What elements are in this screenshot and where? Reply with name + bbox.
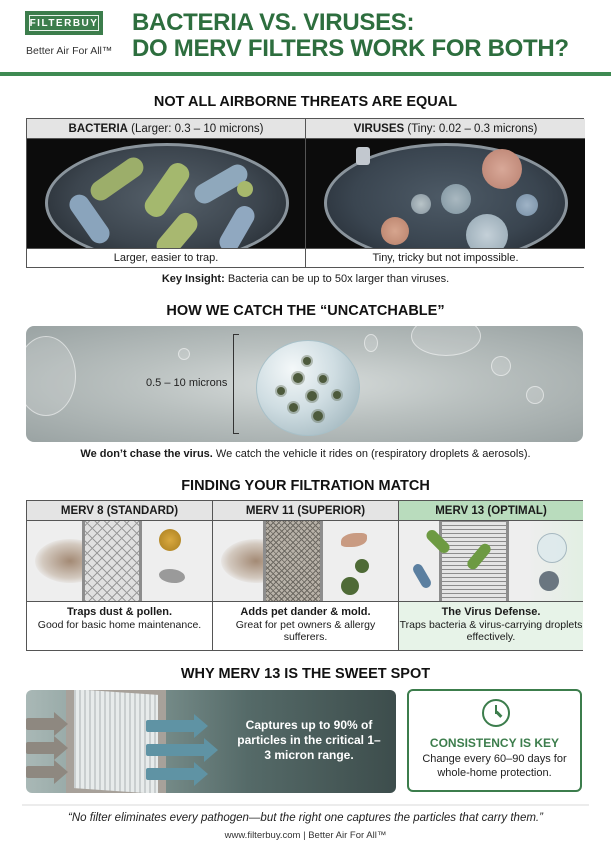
virus-icon: [319, 375, 327, 383]
clean-airflow-arrow-icon: [146, 744, 206, 756]
bacteria-virus-comparison: [26, 118, 584, 268]
virus-image: [306, 139, 585, 248]
bacteria-image: [27, 139, 305, 248]
droplet-icon: [178, 348, 190, 360]
virus-column: [306, 119, 585, 267]
droplet-illustration: [26, 326, 583, 442]
consistency-card: [407, 689, 582, 792]
droplet-icon: [537, 533, 567, 563]
virus-icon: [303, 357, 311, 365]
bacteria-label: BACTERIA: [68, 123, 128, 135]
virus-icon: [482, 149, 522, 189]
merv-8-column: [27, 501, 213, 650]
virus-header: [306, 119, 585, 139]
bacteria-size-range: (Larger: 0.3 – 10 microns): [127, 123, 264, 135]
virus-icon: [313, 411, 323, 421]
filter-mesh-icon: [263, 521, 323, 601]
droplet-icon: [526, 386, 544, 404]
virus-caption: Tiny, tricky but not impossible.: [306, 248, 585, 267]
mold-spore-icon: [341, 577, 359, 595]
virus-icon: [307, 391, 317, 401]
header: [0, 0, 611, 78]
section-title-filtration: FINDING YOUR FILTRATION MATCH: [181, 478, 430, 494]
consistency-title: CONSISTENCY IS KEY: [429, 736, 560, 750]
merv-11-header: MERV 11 (SUPERIOR): [213, 501, 398, 521]
bacteria-column: [27, 119, 306, 267]
merv-13-body: Traps bacteria & virus-carrying droplets effectively.: [399, 618, 583, 643]
merv-13-column: [399, 501, 583, 650]
airflow-arrow-icon: [26, 766, 56, 778]
size-bracket: [233, 334, 239, 434]
merv-11-image: [213, 521, 398, 601]
virus-icon: [466, 214, 508, 248]
merv-8-header: MERV 8 (STANDARD): [27, 501, 212, 521]
virus-icon: [441, 184, 471, 214]
coccus-icon: [237, 181, 253, 197]
clock-icon: [482, 699, 510, 727]
merv-13-title: The Virus Defense.: [441, 606, 541, 618]
page-title: [132, 10, 569, 62]
vehicle-statement-text: We catch the vehicle it rides on (respiratory droplets & aerosols).: [212, 448, 531, 460]
merv-13-description: [399, 601, 583, 650]
merv-11-column: [213, 501, 399, 650]
virus-icon: [277, 387, 285, 395]
key-insight: [0, 273, 611, 285]
pet-dander-icon: [341, 533, 367, 547]
droplet-icon: [411, 326, 481, 356]
section-title-sweet-spot: WHY MERV 13 IS THE SWEET SPOT: [180, 666, 431, 682]
respiratory-droplet-icon: [256, 340, 360, 436]
clean-airflow-arrow-icon: [146, 720, 196, 732]
virus-icon: [411, 194, 431, 214]
merv-8-body: Good for basic home maintenance.: [37, 618, 202, 631]
filter-mesh-icon: [82, 521, 142, 601]
merv-11-title: Adds pet dander & mold.: [240, 606, 371, 618]
merv-11-description: [213, 601, 398, 650]
virus-icon: [516, 194, 538, 216]
merv-13-airflow-illustration: [26, 690, 396, 793]
bacteriophage-icon: [356, 147, 370, 165]
header-divider: [0, 72, 611, 76]
capture-rate-text: Captures up to 90% of particles in the critical 1–3 micron range.: [237, 718, 381, 762]
virus-icon: [293, 373, 303, 383]
merv-13-image: [399, 521, 583, 601]
title-line-2: DO MERV FILTERS WORK FOR BOTH?: [132, 35, 569, 62]
droplet-icon: [364, 334, 378, 352]
airflow-arrow-icon: [26, 742, 56, 754]
section-title-threats: NOT ALL AIRBORNE THREATS ARE EQUAL: [153, 94, 458, 110]
footer-divider: [22, 804, 589, 806]
dust-mite-icon: [159, 569, 185, 583]
droplet-icon: [26, 336, 76, 416]
droplet-icon: [491, 356, 511, 376]
vehicle-statement-bold: We don’t chase the virus.: [80, 448, 213, 460]
virus-icon: [539, 571, 559, 591]
airflow-arrow-icon: [26, 718, 56, 730]
key-insight-label: Key Insight:: [161, 273, 225, 285]
virus-size-range: (Tiny: 0.02 – 0.3 microns): [404, 123, 538, 135]
merv-comparison-table: [26, 500, 583, 651]
logo-tagline: Better Air For All™: [26, 45, 113, 57]
clean-airflow-arrow-icon: [146, 768, 196, 780]
virus-icon: [289, 403, 298, 412]
virus-icon: [381, 217, 409, 245]
pollen-icon: [159, 529, 181, 551]
merv-8-title: Traps dust & pollen.: [66, 606, 173, 618]
title-line-1: BACTERIA VS. VIRUSES:: [132, 9, 415, 36]
section-title-uncatchable: HOW WE CATCH THE “UNCATCHABLE”: [166, 303, 445, 319]
bacteria-header: [27, 119, 305, 139]
consistency-body: Change every 60–90 days for whole-home protection.: [422, 753, 567, 779]
footer-website-link[interactable]: www.filterbuy.com | Better Air For All™: [224, 830, 387, 841]
mold-spore-icon: [355, 559, 369, 573]
logo-text: FILTERBUY: [29, 15, 99, 31]
virus-icon: [333, 391, 341, 399]
merv-13-header: MERV 13 (OPTIMAL): [399, 501, 583, 521]
merv-8-image: [27, 521, 212, 601]
merv-8-description: [27, 601, 212, 650]
footer-quote: “No filter eliminates every pathogen—but the right one captures the particles that carry them.”: [68, 812, 543, 824]
droplet-size-label: 0.5 – 10 microns: [146, 377, 228, 389]
merv-11-body: Great for pet owners & allergy sufferers.: [235, 618, 376, 643]
vehicle-statement: [0, 448, 611, 460]
bacteria-caption: Larger, easier to trap.: [27, 248, 305, 267]
filterbuy-logo: [26, 12, 102, 34]
virus-label: VIRUSES: [353, 123, 405, 135]
key-insight-text: Bacteria can be up to 50x larger than viruses.: [224, 273, 450, 285]
bacterium-icon: [411, 562, 433, 590]
